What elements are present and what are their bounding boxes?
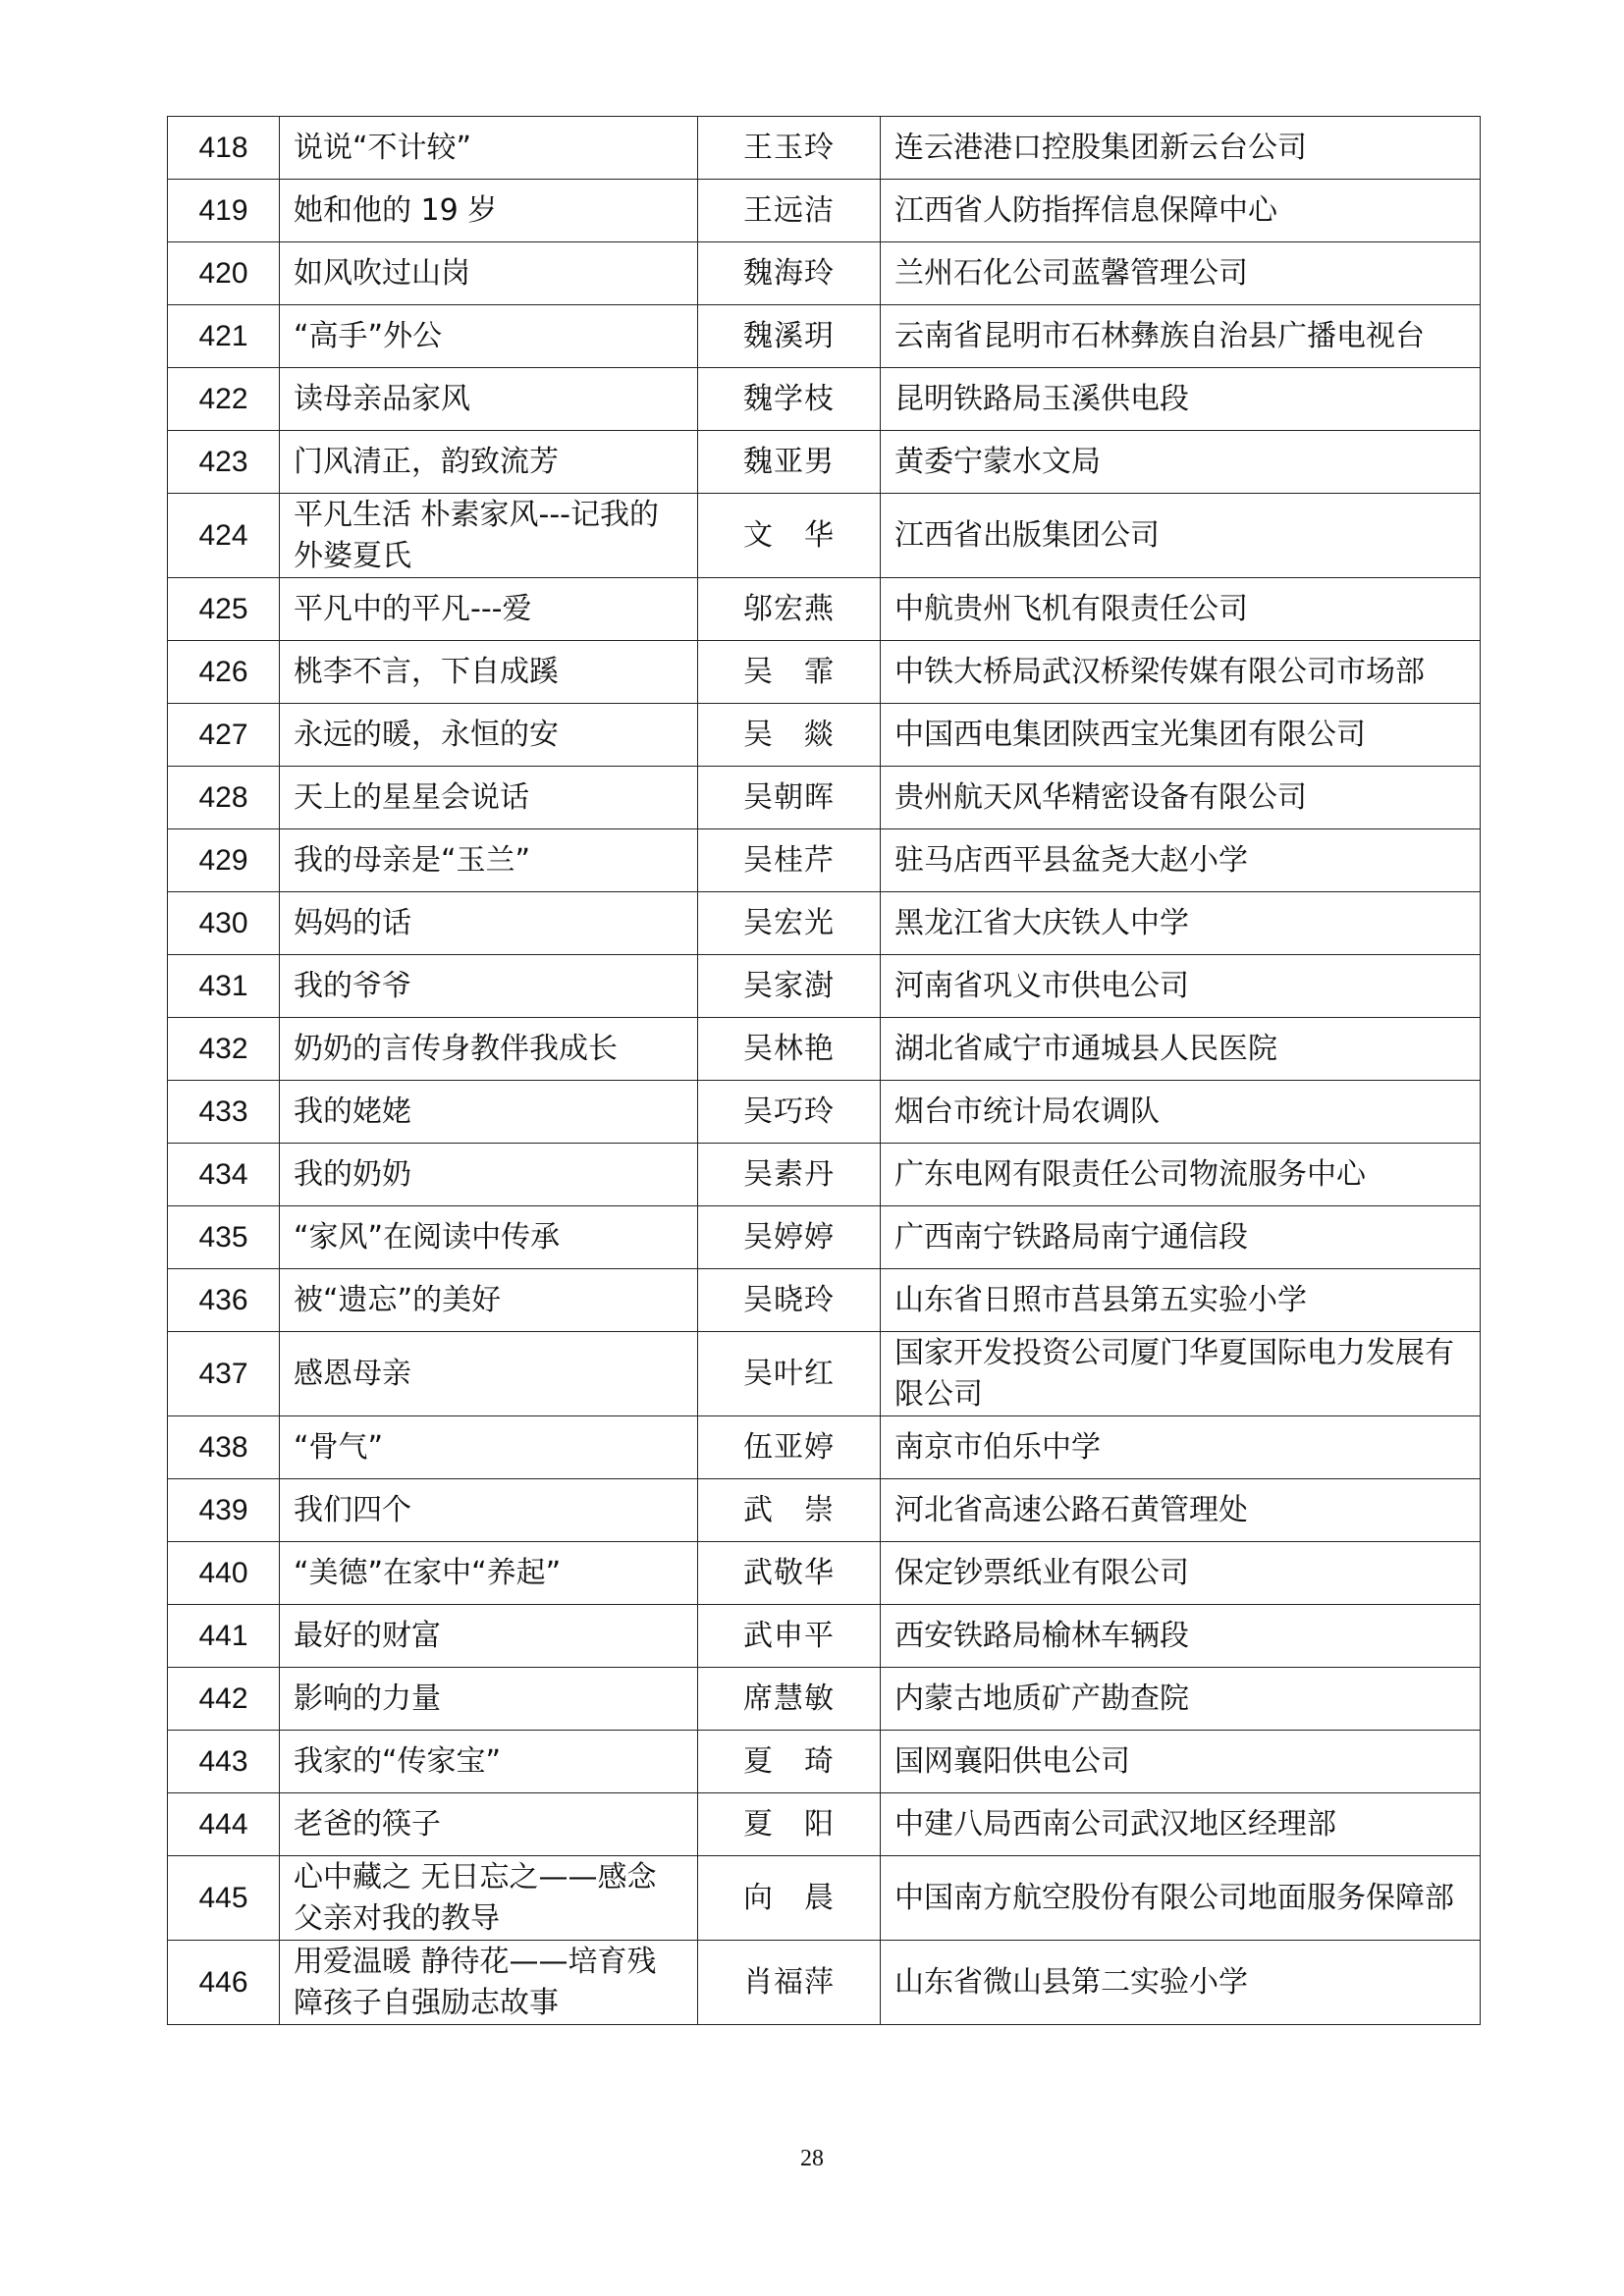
entry-title: 平凡生活 朴素家风---记我的外婆夏氏 [280, 494, 698, 578]
entry-title: 读母亲品家风 [280, 368, 698, 431]
entry-organization: 中航贵州飞机有限责任公司 [881, 578, 1481, 641]
entry-title: 如风吹过山岗 [280, 242, 698, 305]
table-row [168, 1542, 1481, 1605]
table-row [168, 1206, 1481, 1269]
entry-number: 436 [168, 1269, 280, 1332]
entry-author: 向 晨 [698, 1856, 881, 1941]
entry-title: 妈妈的话 [280, 892, 698, 955]
entry-organization: 南京市伯乐中学 [881, 1416, 1481, 1479]
entry-number: 437 [168, 1332, 280, 1416]
table-row [168, 305, 1481, 368]
entry-author: 吴朝晖 [698, 767, 881, 829]
table-row [168, 955, 1481, 1018]
page-number: 28 [800, 2146, 824, 2171]
entry-organization: 烟台市统计局农调队 [881, 1081, 1481, 1144]
entry-organization: 湖北省咸宁市通城县人民医院 [881, 1018, 1481, 1081]
entry-organization: 中国南方航空股份有限公司地面服务保障部 [881, 1856, 1481, 1941]
entry-author: 武 崇 [698, 1479, 881, 1542]
entry-number: 438 [168, 1416, 280, 1479]
table-row [168, 829, 1481, 892]
entry-organization: 昆明铁路局玉溪供电段 [881, 368, 1481, 431]
entry-title: 我们四个 [280, 1479, 698, 1542]
entry-number: 426 [168, 641, 280, 704]
table-row [168, 578, 1481, 641]
entry-number: 444 [168, 1793, 280, 1856]
entry-title: 我的姥姥 [280, 1081, 698, 1144]
entry-number: 420 [168, 242, 280, 305]
entry-organization: 贵州航天风华精密设备有限公司 [881, 767, 1481, 829]
table-row [168, 368, 1481, 431]
entry-organization: 连云港港口控股集团新云台公司 [881, 117, 1481, 180]
entry-organization: 河北省高速公路石黄管理处 [881, 1479, 1481, 1542]
entry-author: 吴宏光 [698, 892, 881, 955]
entry-title: 永远的暖，永恒的安 [280, 704, 698, 767]
entry-title: 桃李不言，下自成蹊 [280, 641, 698, 704]
entry-title: 感恩母亲 [280, 1332, 698, 1416]
entry-organization: 云南省昆明市石林彝族自治县广播电视台 [881, 305, 1481, 368]
entry-organization: 内蒙古地质矿产勘查院 [881, 1668, 1481, 1731]
table-row [168, 704, 1481, 767]
entry-organization: 黄委宁蒙水文局 [881, 431, 1481, 494]
entry-author: 王远洁 [698, 180, 881, 242]
entry-title: 门风清正，韵致流芳 [280, 431, 698, 494]
entry-title: 影响的力量 [280, 1668, 698, 1731]
entry-title: 我的奶奶 [280, 1144, 698, 1206]
entry-author: 吴晓玲 [698, 1269, 881, 1332]
entry-author: 魏海玲 [698, 242, 881, 305]
entry-number: 432 [168, 1018, 280, 1081]
entry-number: 425 [168, 578, 280, 641]
entry-number: 433 [168, 1081, 280, 1144]
entry-author: 文 华 [698, 494, 881, 578]
entry-author: 席慧敏 [698, 1668, 881, 1731]
entry-author: 武敬华 [698, 1542, 881, 1605]
table-row [168, 494, 1481, 578]
table-row [168, 767, 1481, 829]
entry-title: 最好的财富 [280, 1605, 698, 1668]
entry-number: 419 [168, 180, 280, 242]
table-row [168, 1081, 1481, 1144]
entry-number: 430 [168, 892, 280, 955]
table-row [168, 1856, 1481, 1941]
entry-number: 434 [168, 1144, 280, 1206]
entry-number: 431 [168, 955, 280, 1018]
entry-organization: 国家开发投资公司厦门华夏国际电力发展有限公司 [881, 1332, 1481, 1416]
entry-author: 吴家澍 [698, 955, 881, 1018]
table-row [168, 180, 1481, 242]
entry-number: 427 [168, 704, 280, 767]
entry-organization: 广东电网有限责任公司物流服务中心 [881, 1144, 1481, 1206]
entry-title: 用爱温暖 静待花——培育残障孩子自强励志故事 [280, 1941, 698, 2025]
entry-organization: 江西省人防指挥信息保障中心 [881, 180, 1481, 242]
entry-organization: 黑龙江省大庆铁人中学 [881, 892, 1481, 955]
entry-organization: 兰州石化公司蓝馨管理公司 [881, 242, 1481, 305]
table-row [168, 1144, 1481, 1206]
entry-title: 被“遗忘”的美好 [280, 1269, 698, 1332]
table-row [168, 117, 1481, 180]
entry-organization: 广西南宁铁路局南宁通信段 [881, 1206, 1481, 1269]
entry-number: 418 [168, 117, 280, 180]
entry-author: 吴桂芹 [698, 829, 881, 892]
entry-number: 445 [168, 1856, 280, 1941]
entry-title: 我家的“传家宝” [280, 1731, 698, 1793]
entry-author: 吴素丹 [698, 1144, 881, 1206]
table-row [168, 1668, 1481, 1731]
entry-author: 魏亚男 [698, 431, 881, 494]
entry-organization: 西安铁路局榆林车辆段 [881, 1605, 1481, 1668]
entry-title: 心中藏之 无日忘之——感念父亲对我的教导 [280, 1856, 698, 1941]
entry-author: 肖福萍 [698, 1941, 881, 2025]
entry-number: 443 [168, 1731, 280, 1793]
table-row [168, 1018, 1481, 1081]
entry-organization: 河南省巩义市供电公司 [881, 955, 1481, 1018]
table-row [168, 1941, 1481, 2025]
entry-organization: 中铁大桥局武汉桥梁传媒有限公司市场部 [881, 641, 1481, 704]
entry-number: 429 [168, 829, 280, 892]
entry-organization: 驻马店西平县盆尧大赵小学 [881, 829, 1481, 892]
entry-author: 武申平 [698, 1605, 881, 1668]
entry-author: 吴林艳 [698, 1018, 881, 1081]
entry-number: 421 [168, 305, 280, 368]
table-row [168, 1479, 1481, 1542]
entry-number: 435 [168, 1206, 280, 1269]
table-row [168, 1416, 1481, 1479]
entry-number: 446 [168, 1941, 280, 2025]
entry-number: 422 [168, 368, 280, 431]
entry-number: 428 [168, 767, 280, 829]
table-row [168, 641, 1481, 704]
entry-organization: 江西省出版集团公司 [881, 494, 1481, 578]
entry-author: 魏溪玥 [698, 305, 881, 368]
table-row [168, 1269, 1481, 1332]
entry-number: 442 [168, 1668, 280, 1731]
table-row [168, 1605, 1481, 1668]
entry-organization: 山东省日照市莒县第五实验小学 [881, 1269, 1481, 1332]
entry-title: “高手”外公 [280, 305, 698, 368]
entry-title: 天上的星星会说话 [280, 767, 698, 829]
entry-number: 439 [168, 1479, 280, 1542]
table-row [168, 1332, 1481, 1416]
entry-author: 吴叶红 [698, 1332, 881, 1416]
entry-author: 吴 霏 [698, 641, 881, 704]
entry-author: 王玉玲 [698, 117, 881, 180]
entry-author: 邬宏燕 [698, 578, 881, 641]
entry-author: 吴巧玲 [698, 1081, 881, 1144]
entry-author: 魏学枝 [698, 368, 881, 431]
entry-title: 老爸的筷子 [280, 1793, 698, 1856]
entry-number: 441 [168, 1605, 280, 1668]
table-row [168, 242, 1481, 305]
entry-organization: 国网襄阳供电公司 [881, 1731, 1481, 1793]
entry-author: 伍亚婷 [698, 1416, 881, 1479]
entry-title: 平凡中的平凡---爱 [280, 578, 698, 641]
entry-title: “家风”在阅读中传承 [280, 1206, 698, 1269]
entry-title: 我的爷爷 [280, 955, 698, 1018]
table-row [168, 431, 1481, 494]
entry-title: “骨气” [280, 1416, 698, 1479]
entry-number: 440 [168, 1542, 280, 1605]
entry-number: 423 [168, 431, 280, 494]
table-row [168, 1793, 1481, 1856]
entry-organization: 中国西电集团陕西宝光集团有限公司 [881, 704, 1481, 767]
award-list-table [167, 116, 1481, 2025]
entry-title: 她和他的 19 岁 [280, 180, 698, 242]
entry-author: 吴婷婷 [698, 1206, 881, 1269]
entry-number: 424 [168, 494, 280, 578]
entry-title: 我的母亲是“玉兰” [280, 829, 698, 892]
entry-title: 说说“不计较” [280, 117, 698, 180]
entry-author: 夏 琦 [698, 1731, 881, 1793]
entry-author: 夏 阳 [698, 1793, 881, 1856]
entry-organization: 山东省微山县第二实验小学 [881, 1941, 1481, 2025]
table-row [168, 1731, 1481, 1793]
entry-title: 奶奶的言传身教伴我成长 [280, 1018, 698, 1081]
entry-organization: 中建八局西南公司武汉地区经理部 [881, 1793, 1481, 1856]
entry-author: 吴 燚 [698, 704, 881, 767]
entry-title: “美德”在家中“养起” [280, 1542, 698, 1605]
table-row [168, 892, 1481, 955]
entry-organization: 保定钞票纸业有限公司 [881, 1542, 1481, 1605]
